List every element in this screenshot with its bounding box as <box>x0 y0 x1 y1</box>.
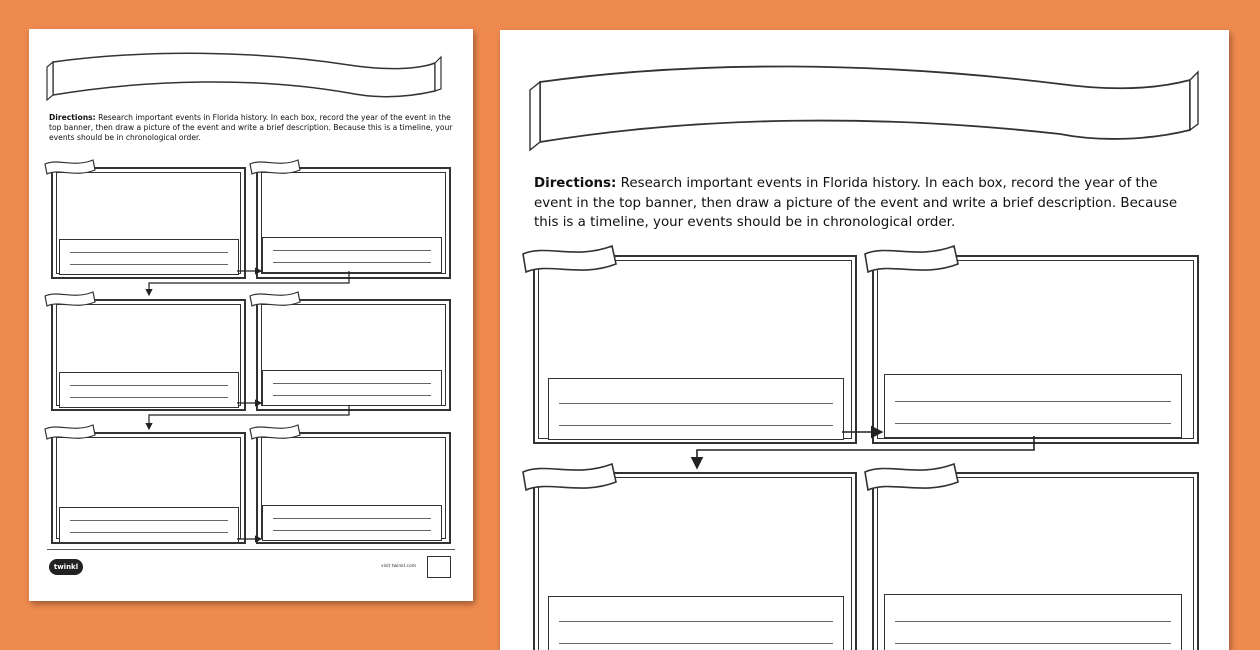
directions-label: Directions: <box>534 176 617 191</box>
footer-url: visit twinkl.com <box>381 564 417 569</box>
directions-line-1: Research important events in Florida history. In each box, record the year of the <box>620 176 1158 191</box>
directions-text: Research important events in Florida history. In each box, record the year of the event in the top banner, then draw a picture of the event and write a brief description. Because this is a timeline, your events should be in chronological order. <box>49 113 453 143</box>
timeline-connector-arrows <box>500 30 1229 650</box>
directions-line-3: this is a timeline, your events should be in chronological order. <box>534 215 956 230</box>
directions-line-2: event in the top banner, then draw a picture of the event and write a brief description. Because <box>534 195 1178 211</box>
directions-label: Directions: <box>49 113 96 122</box>
timeline-connector-arrows <box>29 29 473 601</box>
worksheet-preview-small <box>29 29 473 601</box>
worksheet-preview-large <box>500 30 1229 650</box>
twinkl-logo: twinkl <box>49 559 83 575</box>
